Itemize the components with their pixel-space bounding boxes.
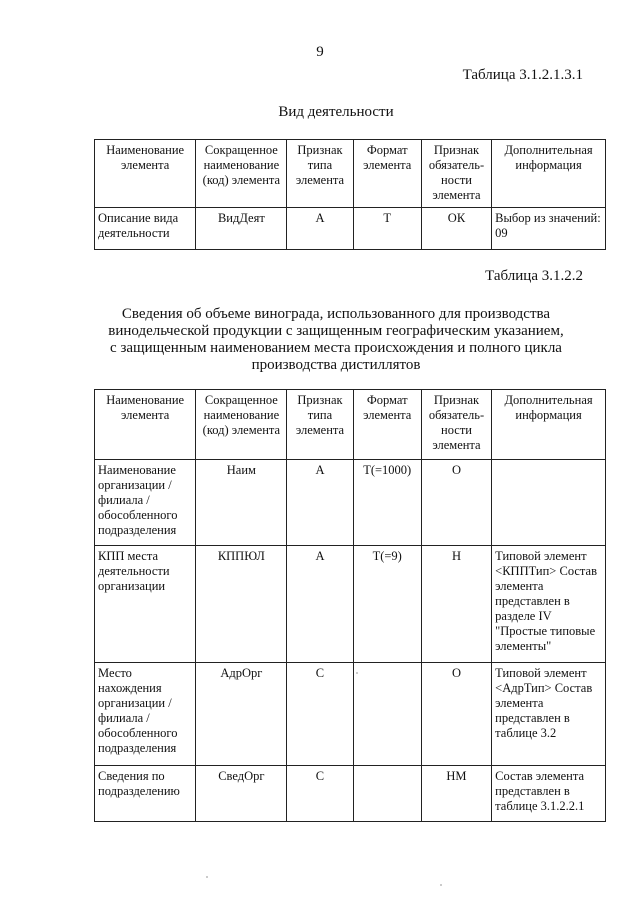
table-cell: Т(=9) (353, 546, 421, 663)
table-cell: Состав элемента представлен в таблице 3.1.2.2.1 (492, 766, 606, 822)
table-cell: А (287, 460, 353, 546)
table-cell: НМ (421, 766, 491, 822)
table-cell: Описание вида деятельности (95, 208, 196, 250)
table-cell: Наим (196, 460, 287, 546)
table-cell: КППЮЛ (196, 546, 287, 663)
table-cell: ОК (421, 208, 491, 250)
table-cell: Выбор из значений: 09 (492, 208, 606, 250)
table-cell: Наименование организации / филиала / обособленного подразделения (95, 460, 196, 546)
table-cell: О (421, 460, 491, 546)
header-cell: Формат элемента (353, 140, 421, 208)
table-cell: КПП места деятельности организации (95, 546, 196, 663)
table-cell: А (287, 208, 353, 250)
table2-header-row (95, 390, 606, 460)
table-cell: Типовой элемент <КППТип> Состав элемента представлен в разделе IV "Простые типовые элементы" (492, 546, 606, 663)
header-cell: Дополнительная информация (492, 140, 606, 208)
header-cell: Признак обязатель-ности элемента (421, 140, 491, 208)
table-row (95, 546, 606, 663)
table-cell: Сведения по подразделению (95, 766, 196, 822)
table-row (95, 208, 606, 250)
table1-heading: Вид деятельности (278, 104, 394, 120)
table1-label: Таблица 3.1.2.1.3.1 (462, 67, 583, 83)
table-cell: А (287, 546, 353, 663)
table1-header-row (95, 140, 606, 208)
table2-heading (0, 306, 640, 374)
header-cell: Признак типа элемента (287, 390, 353, 460)
header-cell: Сокращенное наименование (код) элемента (196, 140, 287, 208)
table-row (95, 663, 606, 766)
table-cell: СведОрг (196, 766, 287, 822)
table-cell: Типовой элемент <АдрТип> Состав элемента представлен в таблице 3.2 (492, 663, 606, 766)
header-cell: Наименование элемента (95, 390, 196, 460)
page-number: 9 (316, 44, 324, 60)
scan-speck (440, 884, 442, 886)
header-cell: Признак обязатель-ности элемента (421, 390, 491, 460)
table-row (95, 766, 606, 822)
table2 (94, 389, 606, 822)
heading-line: с защищенным наименованием места происхождения и полного цикла (110, 340, 562, 356)
table-cell: Т(=1000) (353, 460, 421, 546)
table1 (94, 139, 606, 250)
header-cell: Формат элемента (353, 390, 421, 460)
table-cell: Место нахождения организации / филиала / обособленного подразделения (95, 663, 196, 766)
heading-line: винодельческой продукции с защищенным географическим указанием, (108, 323, 564, 339)
table-cell: С (287, 766, 353, 822)
table-cell: Н (421, 546, 491, 663)
header-cell: Сокращенное наименование (код) элемента (196, 390, 287, 460)
table-cell: С (287, 663, 353, 766)
header-cell: Признак типа элемента (287, 140, 353, 208)
table-cell: Т (353, 208, 421, 250)
table-row (95, 460, 606, 546)
table2-label: Таблица 3.1.2.2 (485, 268, 583, 284)
table-cell (492, 460, 606, 546)
heading-line: Сведения об объеме винограда, использованного для производства (121, 306, 551, 322)
heading-line: производства дистиллятов (251, 357, 421, 373)
table-cell: О (421, 663, 491, 766)
table-cell (353, 663, 421, 766)
header-cell: Дополнительная информация (492, 390, 606, 460)
header-cell: Наименование элемента (95, 140, 196, 208)
table-cell (353, 766, 421, 822)
scan-speck (356, 672, 358, 674)
table-cell: ВидДеят (196, 208, 287, 250)
table-cell: АдрОрг (196, 663, 287, 766)
scan-speck (206, 876, 208, 878)
